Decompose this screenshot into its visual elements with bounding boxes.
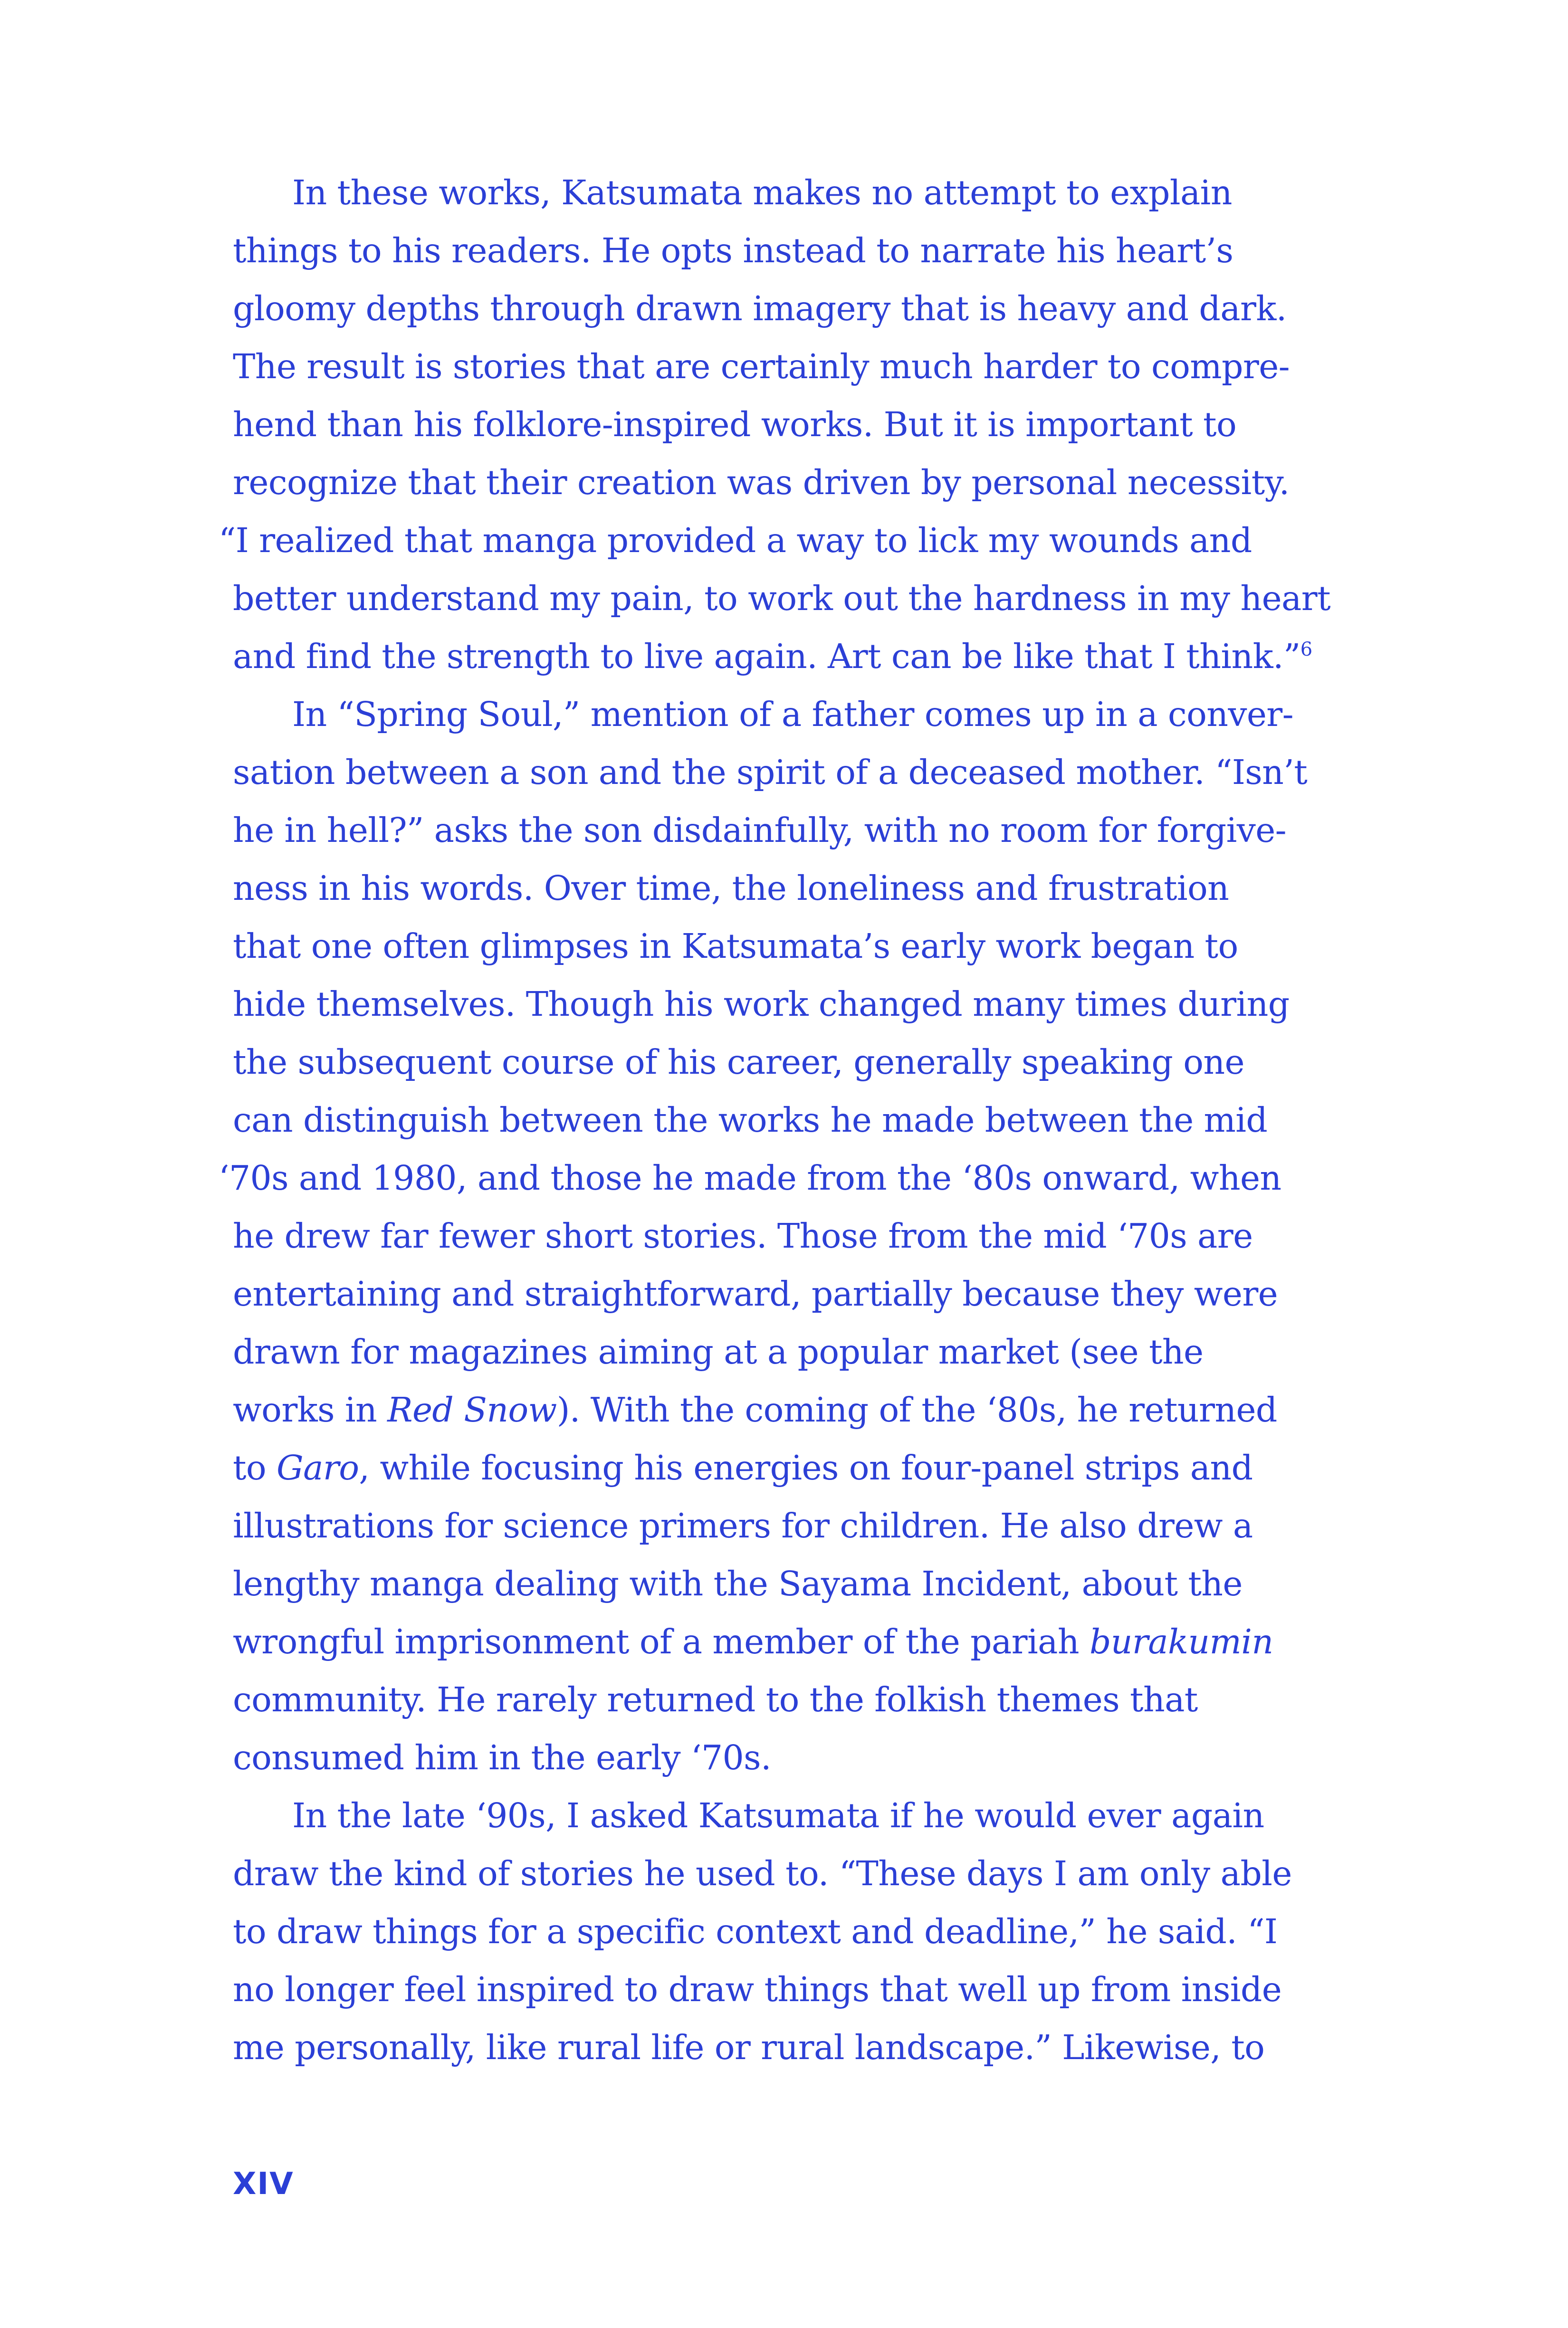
text-line: recognize that their creation was driven by personal necessity.	[233, 463, 1290, 502]
text-line: illustrations for science primers for children. He also drew a	[233, 1506, 1253, 1546]
text-line: wrongful imprisonment of a member of the pariah burakumin	[233, 1622, 1273, 1661]
footnote-marker: 6	[1300, 639, 1312, 660]
text-line: better understand my pain, to work out the hardness in my heart	[233, 579, 1331, 618]
text-line: he in hell?” asks the son disdainfully, with no room for forgive-	[233, 811, 1287, 850]
text-line: hide themselves. Though his work changed many times during	[233, 984, 1290, 1024]
text-line: the subsequent course of his career, generally speaking one	[233, 1042, 1244, 1082]
foreign-term: burakumin	[1089, 1622, 1273, 1661]
text-line: drawn for magazines aiming at a popular market (see the	[233, 1332, 1204, 1372]
magazine-title: Garo	[277, 1448, 359, 1488]
text-line: community. He rarely returned to the folkish themes that	[233, 1680, 1198, 1719]
text-line: ness in his words. Over time, the loneliness and frustration	[233, 868, 1229, 908]
text-line: he drew far fewer short stories. Those from the mid ‘70s are	[233, 1216, 1253, 1256]
text-line: In the late ‘90s, I asked Katsumata if he would ever again	[292, 1796, 1264, 1835]
text-line: me personally, like rural life or rural landscape.” Likewise, to	[233, 2028, 1265, 2067]
text-line: In “Spring Soul,” mention of a father comes up in a conver-	[292, 695, 1294, 734]
text-line: that one often glimpses in Katsumata’s early work began to	[233, 926, 1238, 966]
text-line: can distinguish between the works he made between the mid	[233, 1100, 1268, 1140]
text-line: and find the strength to live again. Art can be like that I think.”$^6$	[233, 637, 1312, 676]
book-title: Red Snow	[387, 1390, 557, 1430]
body-text	[219, 164, 1378, 2077]
text-line: sation between a son and the spirit of a deceased mother. “Isn’t	[233, 753, 1308, 792]
text-line: ‘70s and 1980, and those he made from the ‘80s onward, when	[219, 1158, 1281, 1198]
text-line: hend than his folklore-inspired works. But it is important to	[233, 405, 1237, 444]
text-line: works in Red Snow). With the coming of the ‘80s, he returned	[233, 1390, 1277, 1430]
page-number: XIV	[233, 2166, 294, 2202]
text-line: no longer feel inspired to draw things that well up from inside	[233, 1970, 1282, 2009]
text-line: things to his readers. He opts instead to narrate his heart’s	[233, 231, 1233, 270]
text-line: to Garo, while focusing his energies on four-panel strips and	[233, 1448, 1253, 1488]
text-line: to draw things for a specific context and deadline,” he said. “I	[233, 1912, 1278, 1951]
text-line: In these works, Katsumata makes no attempt to explain	[292, 173, 1232, 212]
text-line: The result is stories that are certainly much harder to compre-	[233, 347, 1290, 386]
text-line: entertaining and straightforward, partially because they were	[233, 1274, 1278, 1314]
text-line: draw the kind of stories he used to. “These days I am only able	[233, 1854, 1292, 1893]
text-line: consumed him in the early ‘70s.	[233, 1738, 771, 1777]
text-line: lengthy manga dealing with the Sayama Incident, about the	[233, 1564, 1243, 1603]
text-line: gloomy depths through drawn imagery that is heavy and dark.	[233, 289, 1287, 328]
text-line: “I realized that manga provided a way to lick my wounds and	[219, 521, 1252, 560]
